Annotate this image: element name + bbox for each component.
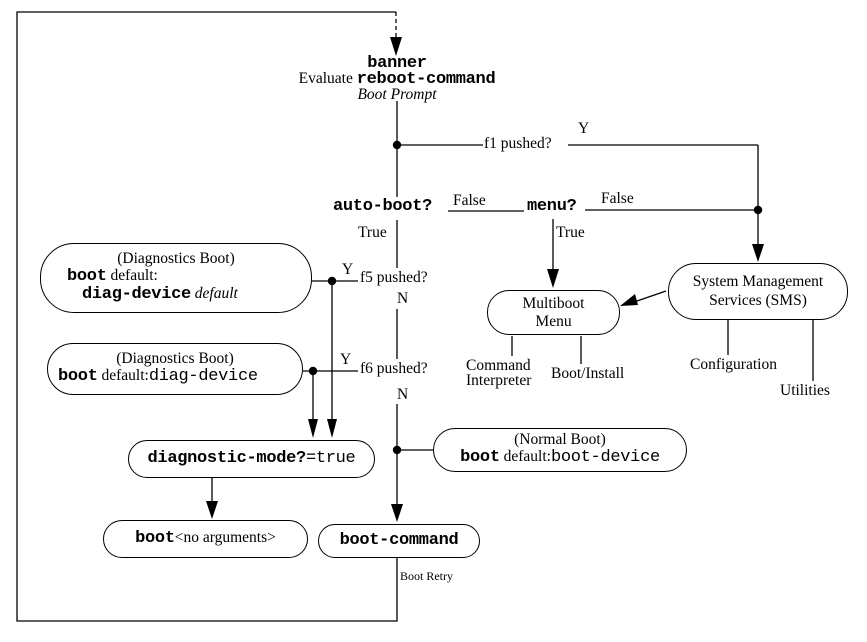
- diagnostic-mode-node: [128, 440, 375, 478]
- arrowhead-into-boot-noargs: [206, 501, 218, 519]
- command-interpreter-line2: Interpreter: [466, 371, 532, 389]
- auto-boot-false-label: False: [453, 192, 486, 209]
- sms-node: [668, 263, 848, 320]
- multiboot-menu-node: [487, 290, 620, 335]
- f6-yes-label: Y: [340, 351, 352, 368]
- node-title: (Diagnostics Boot): [116, 350, 234, 368]
- diagnostics-boot-node: [47, 343, 303, 395]
- diagnostics-boot-default-node: [40, 243, 312, 313]
- arrowhead-into-sms: [752, 244, 764, 262]
- boot-command-node: [318, 524, 480, 558]
- f5-no-label: N: [397, 290, 409, 307]
- command-interpreter-label: [466, 359, 531, 388]
- node-title: (Diagnostics Boot): [117, 250, 235, 268]
- boot-no-arguments-node: [103, 520, 308, 558]
- default-arg-text: default:: [499, 448, 551, 466]
- boot-device-text: boot-device: [550, 448, 660, 468]
- menu-false-label: False: [601, 190, 634, 207]
- sms-to-multiboot-line: [634, 291, 666, 302]
- boot-prompt-label: Boot Prompt: [357, 86, 437, 103]
- auto-boot-label: auto-boot?: [333, 197, 433, 216]
- menu-true-label: True: [556, 224, 585, 241]
- node-title: (Normal Boot): [514, 431, 606, 449]
- f5-pushed-label: f5 pushed?: [360, 269, 428, 286]
- normal-boot-node: [433, 428, 687, 472]
- f6-no-label: N: [397, 386, 409, 403]
- boot-cmd-text: boot: [67, 267, 107, 286]
- arrowhead-into-boot-command: [391, 504, 403, 522]
- reboot-command-text: reboot-command: [356, 70, 496, 89]
- configuration-label: Configuration: [690, 356, 777, 373]
- true-value-text: =true: [305, 448, 356, 468]
- multiboot-line2: Menu: [535, 312, 572, 330]
- arrowhead-into-diag-mode: [327, 419, 337, 438]
- banner-label: banner: [367, 54, 427, 73]
- boot-cmd-text: boot: [58, 367, 98, 387]
- f1-pushed-label: f1 pushed?: [484, 135, 552, 152]
- boot-retry-label: Boot Retry: [400, 569, 453, 583]
- sms-line2: Services (SMS): [709, 291, 807, 309]
- diagnostic-mode-text: diagnostic-mode?: [147, 448, 306, 468]
- evaluate-text: Evaluate: [298, 70, 357, 87]
- multiboot-line1: Multiboot: [522, 295, 585, 313]
- junction-dot: [393, 446, 401, 454]
- menu-label: menu?: [527, 197, 577, 216]
- command-interpreter-line1: Command: [466, 357, 531, 374]
- arrowhead-into-diag-mode: [308, 419, 318, 438]
- f6-pushed-label: f6 pushed?: [360, 360, 428, 377]
- sms-line1: System Management: [692, 272, 824, 290]
- default-italic-text: default: [190, 285, 238, 303]
- f5-yes-label: Y: [342, 261, 354, 278]
- boot-cmd-text: boot: [135, 528, 175, 548]
- utilities-label: Utilities: [780, 382, 830, 399]
- arrowhead-into-multiboot: [547, 269, 559, 288]
- boot-command-text: boot-command: [339, 530, 459, 550]
- boot-cmd-text: boot: [460, 448, 500, 468]
- diag-device-text: diag-device: [82, 285, 191, 305]
- boot-install-label: Boot/Install: [551, 365, 625, 382]
- arrowhead-sms-to-multiboot: [620, 294, 638, 306]
- diag-device-text: diag-device: [148, 367, 258, 387]
- default-arg-text: default:: [97, 367, 149, 385]
- f1-yes-label: Y: [578, 120, 590, 137]
- no-arguments-text: <no arguments>: [174, 528, 276, 546]
- default-arg-text: default:: [106, 267, 158, 284]
- auto-boot-true-label: True: [358, 224, 387, 241]
